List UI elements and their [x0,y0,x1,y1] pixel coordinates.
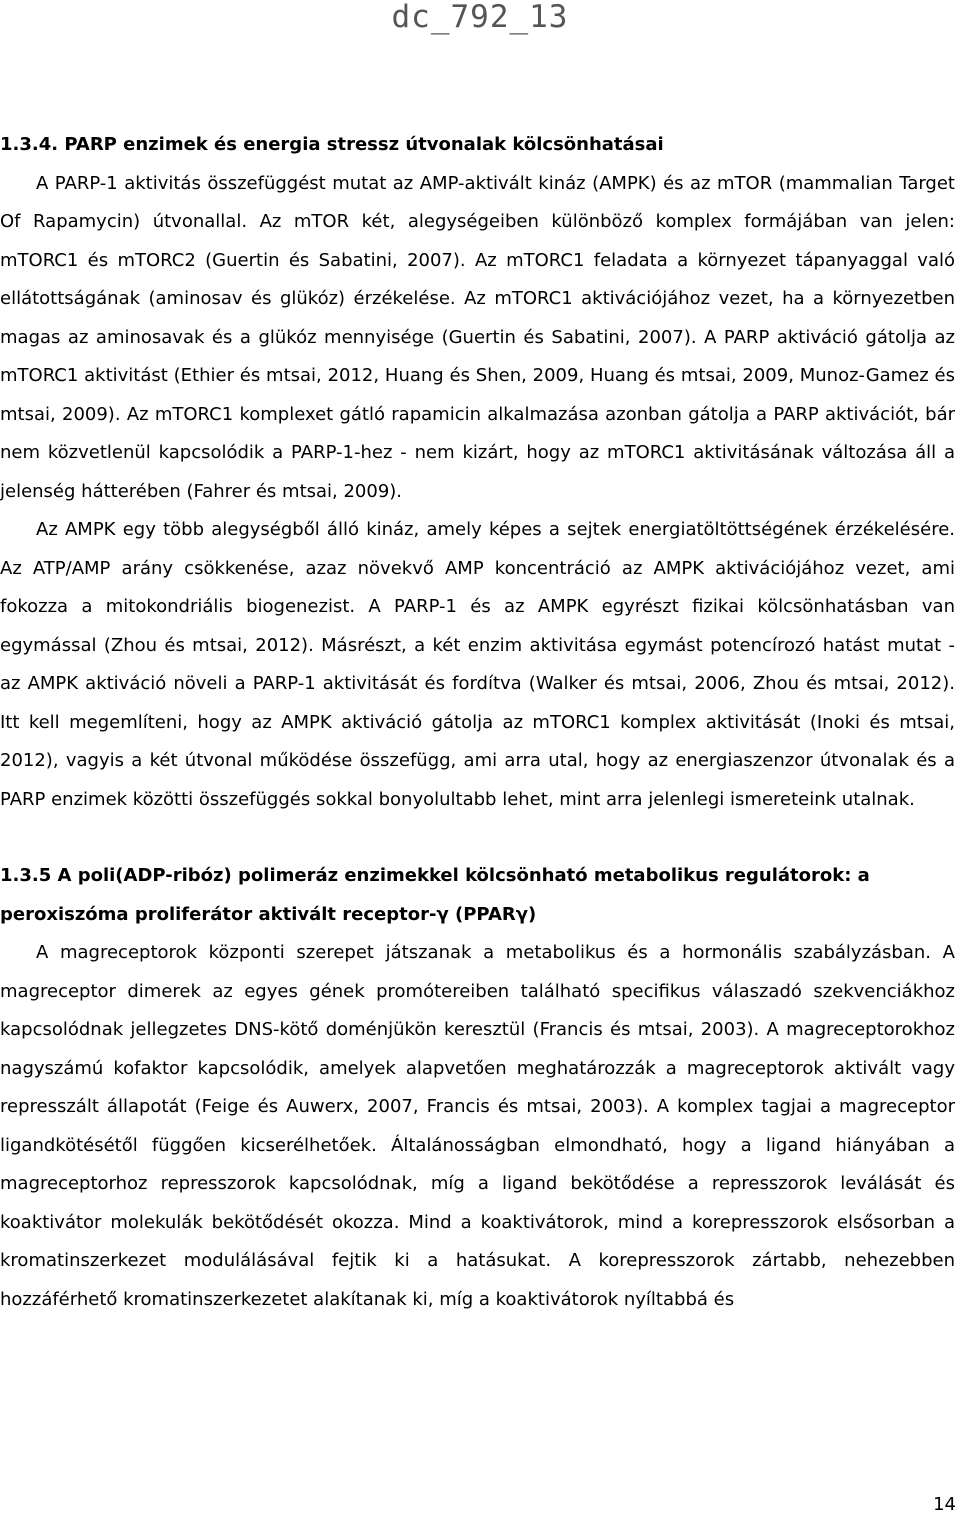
paragraph-parp-mtor: A PARP-1 aktivitás összefüggést mutat az AMP-aktivált kináz (AMPK) és az mTOR (mammalian Target Of Rapamycin) útvonallal. Az mTOR két, alegységeiben különböző komplex formájában van jelen: mTORC1 és mTORC2 (Guertin és Sabatini, 2007). Az mTORC1 feladata a környezet tápanyaggal való ellátottságának (aminosav és glükóz) érzékelése. Az mTORC1 aktivációjához vezet, ha a környezetben magas az aminosavak és a glükóz mennyisége (Guertin és Sabatini, 2007). A PARP aktiváció gátolja az mTORC1 aktivitást (Ethier és mtsai, 2012, Huang és Shen, 2009, Huang és mtsai, 2009, Munoz-Gamez és mtsai, 2009). Az mTORC1 komplexet gátló rapamicin alkalmazása azonban gátolja a PARP aktivációt, bár nem közvetlenül kapcsolódik a PARP-1-hez - nem kizárt, hogy az mTORC1 aktivitásának változása áll a jelenség hátterében (Fahrer és mtsai, 2009). [0,172,955,502]
section-spacer [0,819,955,857]
page-number: 14 [933,1494,956,1515]
document-id-header: dc_792_13 [391,0,569,35]
section-heading-1-3-4: 1.3.4. PARP enzimek és energia stressz útvonalak kölcsönhatásai [0,134,664,155]
paragraph-magreceptorok: A magreceptorok központi szerepet játszanak a metabolikus és a hormonális szabályzásban. A magreceptor dimerek az egyes gének promótereiben található specifikus válaszadó szekvenciákhoz kapcsolódnak jellegzetes DNS-kötő doménjükön keresztül (Francis és mtsai, 2003). A magreceptorokhoz nagyszámú kofaktor kapcsolódik, amelyek alapvetően meghatározzák a magreceptorok aktivált vagy represszált állapotát (Feige és Auwerx, 2007, Francis és mtsai, 2003). A komplex tagjai a magreceptor ligandkötésétől függően kicserélhetőek. Általánosságban elmondható, hogy a ligand hiányában a magreceptorhoz represszorok kapcsolódnak, míg a ligand bekötődése a represszorok leválását és koaktivátor molekulák bekötődését okozza. Mind a koaktivátorok, mind a korepresszorok elsősorban a kromatinszerkezet modulálásával fejtik ki a hatásukat. A korepresszorok zártabb, nehezebben hozzáférhető kromatinszerkezetet alakítanak ki, míg a koaktivátorok nyíltabbá és [0,942,955,1310]
section-heading-1-3-5: 1.3.5 A poli(ADP-ribóz) polimeráz enzimekkel kölcsönható metabolikus regulátorok: a peroxiszóma proliferátor aktivált receptor-γ (PPARγ) [0,865,870,925]
paragraph-ampk: Az AMPK egy több alegységből álló kináz, amely képes a sejtek energiatöltöttségének érzékelésére. Az ATP/AMP arány csökkenése, azaz növekvő AMP koncentráció az AMPK aktivációjához vezet, ami fokozza a mitokondriális biogenezist. A PARP-1 és az AMPK egyrészt fizikai kölcsönhatásban van egymással (Zhou és mtsai, 2012). Másrészt, a két enzim aktivitása egymást potencírozó hatást mutat - az AMPK aktiváció növeli a PARP-1 aktivitását és fordítva (Walker és mtsai, 2006, Zhou és mtsai, 2012). Itt kell megemlíteni, hogy az AMPK aktiváció gátolja az mTORC1 komplex aktivitását (Inoki és mtsai, 2012), vagyis a két útvonal működése összefügg, ami arra utal, hogy az energiaszenzor útvonalak és a PARP enzimek közötti összefüggés sokkal bonyolultabb lehet, mint arra jelenlegi ismereteink utalnak. [0,519,955,810]
document-body [0,126,955,1319]
